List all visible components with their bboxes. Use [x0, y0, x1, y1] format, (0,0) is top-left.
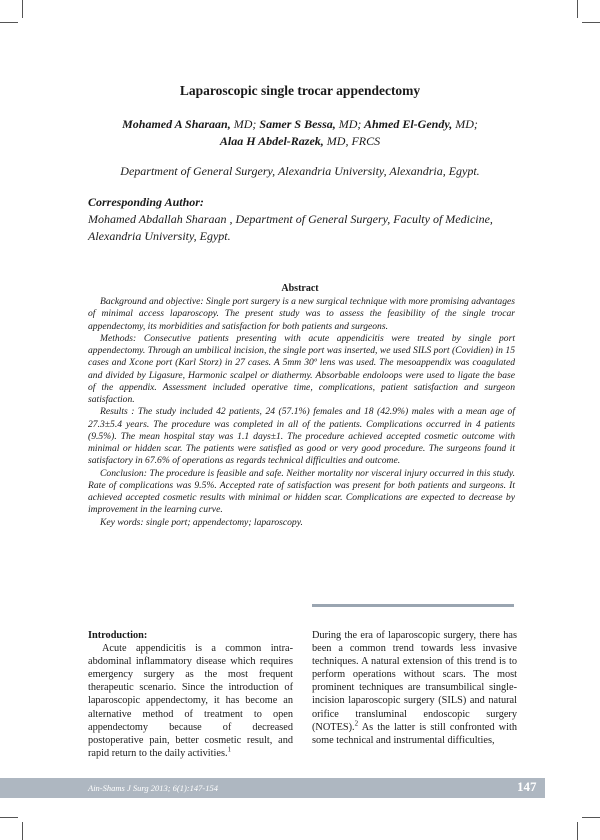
crop-mark [0, 817, 18, 818]
crop-mark [577, 0, 578, 18]
author-name: Alaa H Abdel-Razek, [219, 134, 324, 148]
author-list [60, 116, 540, 150]
crop-mark [22, 0, 23, 18]
body-paragraph [88, 642, 293, 760]
column-rule [312, 604, 514, 607]
abstract-paragraph: Results : The study included 42 patients, 24 (57.1%) females and 18 (42.9%) males with a mean age of 27.3±5.4 years. The procedure was completed in all of the patients. Complications occurred in 4 patients (9.5%). The mean hospital stay was 1.1 days±1. The procedure achieved accepted cosmetic outcome with minimal or hidden scar. The patients were satisfied as good or very good procedure. The surgeons found it satisfactory in 67.6% of operations as regards technical difficulties and outcome. [88, 406, 515, 467]
abstract-body [88, 296, 515, 529]
body-text: Acute appendicitis is a common intra-abdominal inflammatory disease which requires emergency surgery as the most frequent therapeutic scenario. Since the introduction of laparoscopic appendectomy, it has become an alternative method of treatment to open appendectomy because of decreased postoperative pain, better cosmetic result, and rapid return to the daily activities. [88, 643, 293, 759]
abstract-paragraph: Methods: Consecutive patients presenting with acute appendicitis were treated by single port appendectomy. Through an umbilical incision, the single port was inserted, we used SILS port (Covidien) in 15 cases and Xcone port (Karl Storz) in 27 cases. A 5mm 30º lens was used. The mesoappendix was coagulated and divided by Ligasure, Harmonic scalpel or diathermy. Absorbable endoloops were used to ligate the base of the appendix. Assessment included operative time, complications, patient satisfaction and surgeon satisfaction. [88, 332, 515, 405]
affiliation: Department of General Surgery, Alexandria University, Alexandria, Egypt. [120, 164, 480, 178]
abstract-paragraph: Conclusion: The procedure is feasible and safe. Neither mortality nor visceral injury occurred in this study. Rate of complications was 9.5%. Accepted rate of satisfaction was present for both patients and surgeons. It achieved accepted cosmetic results with minimal or hidden scar. Complications are expected to decrease by improvement in the learning curve. [88, 467, 515, 516]
corresponding-text: Mohamed Abdallah Sharaan , Department of General Surgery, Faculty of Medicine, Alexandria University, Egypt. [88, 212, 493, 243]
author-name: Samer S Bessa, [256, 117, 336, 131]
corresponding-author [88, 194, 518, 245]
paper-title: Laparoscopic single trocar appendectomy [179, 83, 421, 98]
citation-ref: 1 [227, 745, 232, 754]
citation-ref: 2 [354, 719, 359, 728]
left-column [88, 629, 293, 760]
body-text: As the latter is still confronted with some technical and instrumental difficulties, [312, 721, 517, 746]
author-name: Ahmed El-Gendy, [361, 117, 453, 131]
abstract-heading: Abstract [281, 283, 319, 294]
body-text: During the era of laparoscopic surgery, there has been a common trend towards less invasive techniques. A natural extension of this trend is to perform operations without scars. The most prominent techniques are transumbilical single-incision laparoscopic surgery (SILS) and natural orifice transluminal endoscopic surgery (NOTES). [312, 630, 517, 733]
crop-mark [577, 822, 578, 840]
crop-mark [0, 22, 18, 23]
author-degree: MD, FRCS [323, 134, 381, 148]
crop-mark [582, 817, 600, 818]
author-degree: MD; [452, 117, 478, 131]
author-degree: MD; [230, 117, 257, 131]
journal-citation: Ain-Shams J Surg 2013; 6(1):147-154 [88, 783, 218, 793]
page-number: 147 [517, 779, 537, 794]
crop-mark [582, 22, 600, 23]
section-heading: Introduction: [88, 630, 148, 641]
author-name: Mohamed A Sharaan, [122, 117, 231, 131]
abstract-paragraph: Key words: single port; appendectomy; laparoscopy. [100, 516, 303, 528]
author-degree: MD; [335, 117, 362, 131]
crop-mark [22, 822, 23, 840]
abstract-paragraph: Background and objective: Single port surgery is a new surgical technique with more promising advantages of minimal access laparoscopy. The present study was to assess the feasibility of the single trocar appendectomy, its morbidities and satisfaction for both patients and surgeons. [88, 296, 515, 332]
right-column [312, 629, 517, 747]
footer-band [0, 778, 545, 798]
body-paragraph [312, 629, 517, 747]
corresponding-heading: Corresponding Author: [88, 195, 204, 209]
